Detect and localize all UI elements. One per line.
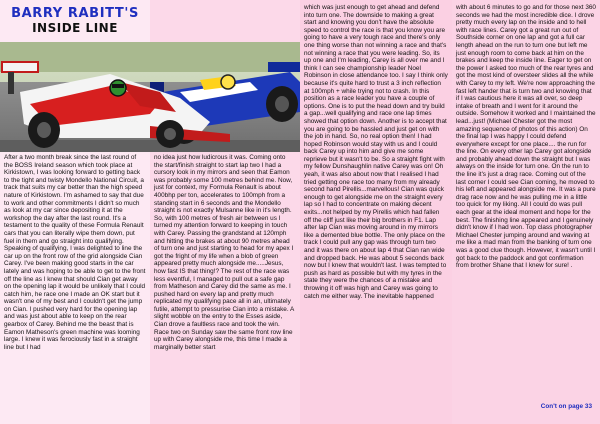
article-column-3: which was just enough to get ahead and defend into turn one. The downside to making a great start and knowing you don't have the absolute speed to control the race is that you know you are going to have a very tough race and there's only one thing worse than not winning a race and that's not winning a race that you were leading. So, its up one and I'm leading, Carey is all over me and I think I can see championship leader Noel Robinson in close attendance too. I say I think only because it's quite hard to trust a 3 inch reflection at 100mph + while trying not to crash. In this position as a race leader you have a couple of options. One is to put the head down and try build a gap...well qualifying and race one lap times showed that option down. Another is to accept that you are going to be hassled and just get on with the job in hand. So, no real option then! I had hoped Robinson would stay with us and I could back Carey up into him and give me some reprieve but it wasn't to be. So a straight fight with my fellow Dunshaughlin native Carey was on! Oh yeah, it was also about now that I realised I had tried getting one race too many from my already second hand Pirellis...marvellous! Cian was quick enough to get alongside me on the straight every lap so I had to concentrate on making decent exits...not helped by my Pirellis which had fallen off the cliff just like their big brothers in F1. Lap after lap Cian was moving around in my mirrors like a demented blue bottle. The only place on the track I could pull any gap was through turn two and it was there on about lap 4 that Cian ran wide and dropped back. He was about 5 seconds back now but I knew that wouldn't last. I was tempted to push as hard as possible but with my tyres in the state they were the chances of a mistake and throwing it off was high and Carey was going to catch me either way. The inevitable happened [304, 4, 448, 300]
race-cars-photo-icon [0, 42, 300, 152]
article-column-2: no idea just how ludicrous it was. Coming onto the start/finish straight to start lap two I had a cursory look in my mirrors and seen that Eamon was probably some 100 metres behind me. Now, just for context, my Formula Renault is about 400bhp per ton, accelerates to 100mph from a standing start in 6 seconds and the Mondello straight is not exactly Mulsanne like in it's length. So, with 100 metres of fresh air between us I turned my attention forward to keeping in touch with Carey. Passing the grandstand at 120mph and hitting the brakes at about 90 metres ahead of turn one and just starting to head for my apex I got the fright of my life when a blob of green appeared pretty much alongside me.....Jesus, how fast IS that thing!? The rest of the race was less eventful, I managed to pull out a safe gap from Matheson and Carey did the same as me. I pushed hard on every lap and pretty much replicated my qualifying pace all in an, ultimately futile, attempt to pressurise Cian into a mistake. A slight wobble on the entry to the Esses aside, Cian drove a faultless race and took the win. Race two on Sunday saw the same front row line up with Carey alongside me, this time I made a marginally better start [154, 154, 294, 351]
race-cars-photo [0, 42, 300, 152]
continued-note: Con't on page 33 [540, 403, 592, 410]
article-column-4: with about 6 minutes to go and for those next 360 seconds we had the most incredible dice. I drove pretty much every lap on the inside and to hell with race lines. Carey got a great run out of Southside corner on one lap and got a full car length ahead on the run to turn one but left me just enough room to come back at him on the brakes and keep the inside line. Eager to get on the power I asked too much of the rear tyres and got the most kind of oversteer slides all the while with Carey to my left. We're now approaching the fast left hander that is turn two and knowing that if I was cautious here it was all over, so deep intake of breath and I went for it around the outside. Somehow it worked and I maintained the lead...just! (Michael Chester got the most amazing sequence of photos of this action) On the final lap I was happy I could defend everywhere except for one place.... the run for the line. On every other lap Carey got alongside and probably ahead down the straight but I was always on the inside for turn one. On the run to the line it's just a drag race. Coming out of the last corner I could see Cian coming, he moved to his left and appeared alongside me. It was a pure drag race now and he was pulling me in a little too quick for my liking. All I could do was pull each gear at the ideal moment and hope for the best. The finishing line appeared and I genuinely didn't know if I had won. Top class photographer Michael Chester jumping around and waving at me like a mad man from the banking of turn one was a good clue though. However, it wasn't until I got back to the paddock and got confirmation from brother Shane that I knew for sure! . [456, 4, 596, 270]
page-subtitle: INSIDE LINE [32, 21, 118, 35]
column-4 [452, 0, 600, 424]
page-title: BARRY RABITT'S [11, 6, 139, 21]
column-3 [300, 0, 452, 424]
header [0, 0, 150, 42]
article-column-1: After a two month break since the last round of the BOSS Ireland season which took place at Kirkistown, I was looking forward to getting back to the tight and twisty Mondello National Circuit, a track that suits my car better than the high speed nature of Kirkistown. I'm ashamed to say that due to work and other commitments I didn't so much as look at my car since depositing it at the workshop the day after the last round. It's a testament to the quality of these Formula Renault cars that you can literally wipe them down, put fuel in them and go straight into qualifying. Speaking of qualifying, I was delighted to line the car up on the front row of the grid alongside Cian Carey. I've been making good starts in the car lately and was hoping to be able to get to the front off the line as I knew that should Cian get away on the opening lap it would be unlikely that I could catch him, he race one I made an OK start but it wasn't one of my best and I couldn't get the jump on Cian. I pushed very hard for the opening lap and was just about able to keep on the rear gearbox of Carey. Behind me the beast that is Eamon Matheson's green machine was looming large. I knew it was ferociously fast in a straight line but I had [4, 154, 146, 351]
